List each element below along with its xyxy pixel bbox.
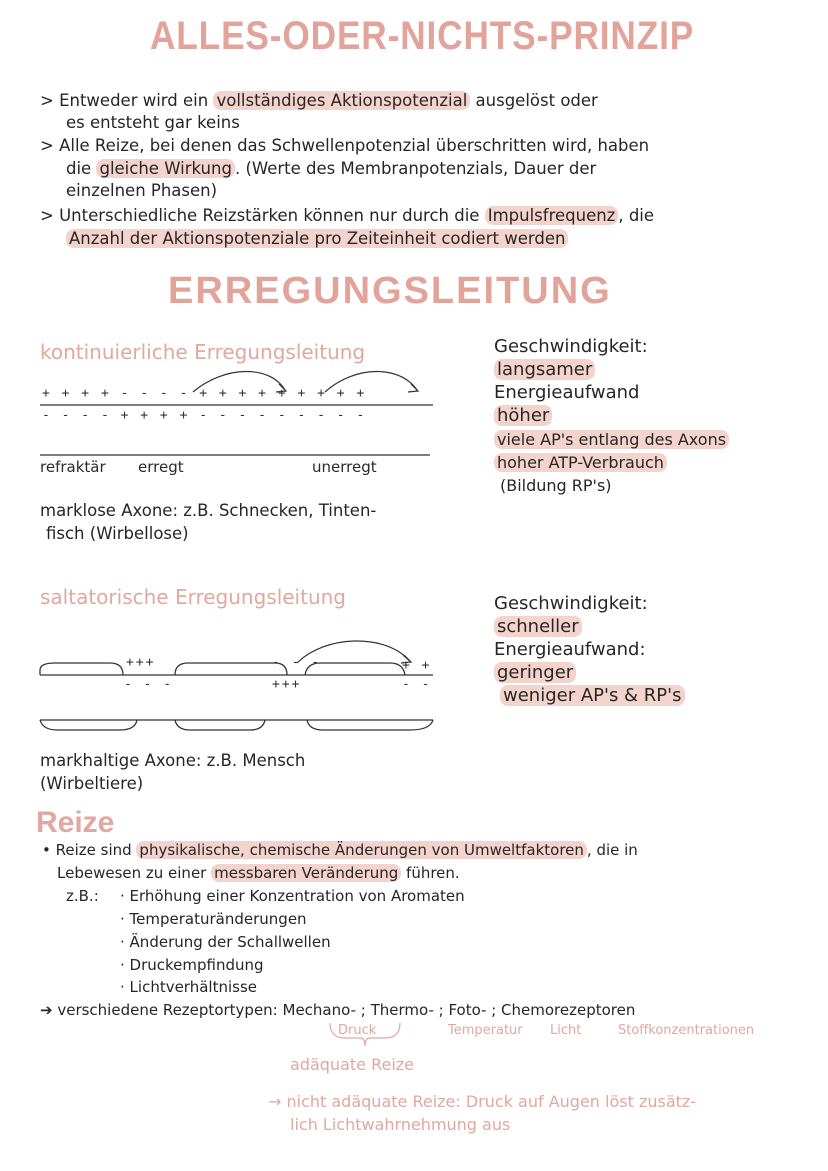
saltatory-title: saltatorische Erregungsleitung [40, 585, 347, 609]
example-item: · Druckempfindung [120, 956, 264, 974]
examples-label: z.B.: [66, 887, 99, 905]
receptor-licht: Licht [550, 1023, 582, 1038]
node-2-bottom: +++ [272, 677, 302, 692]
example-item: · Änderung der Schallwellen [120, 933, 331, 951]
stimuli-heading: Reize [36, 806, 115, 839]
node-2-top: - - - [272, 655, 322, 670]
saltatory-detail-1: weniger AP's & RP's [500, 684, 685, 707]
myelin-sheath [307, 720, 433, 730]
saltatory-note: markhaltige Axone: z.B. Mensch [40, 751, 306, 770]
inadequate-line-1: → nicht adäquate Reize: Druck auf Augen löst zusätz- [268, 1092, 697, 1111]
saltatory-energy-label: Energieaufwand: [494, 639, 646, 660]
example-item: · Erhöhung einer Konzentration von Aromaten [120, 887, 465, 905]
label-excited: erregt [138, 458, 184, 476]
continuous-energy-value: höher [494, 404, 552, 427]
bullet-1-line2: es entsteht gar keins [66, 113, 240, 132]
saltatory-note-2: (Wirbeltiere) [40, 774, 144, 793]
node-1-top: +++ [126, 655, 156, 670]
bullet-1: > Entweder wird ein vollständiges Aktionspotenzial ausgelöst oder [40, 91, 598, 110]
receptor-temperatur: Temperatur [448, 1023, 523, 1038]
adequate-stimuli: adäquate Reize [290, 1055, 414, 1074]
saltatory-energy-value: geringer [494, 661, 576, 684]
continuous-note: marklose Axone: z.B. Schnecken, Tinten- [40, 501, 377, 520]
brace-icon [325, 1020, 405, 1050]
continuous-speed-value: langsamer [494, 358, 595, 381]
example-item: · Temperaturänderungen [120, 910, 307, 928]
continuous-detail-3: (Bildung RP's) [500, 476, 612, 495]
saltatory-speed-value: schneller [494, 615, 582, 638]
bullet-marker: > [40, 91, 60, 110]
node-1-bottom: - - - [124, 677, 174, 692]
continuous-title: kontinuierliche Erregungsleitung [40, 340, 366, 364]
arrow-right-icon: ➔ [40, 1001, 58, 1019]
highlight: vollständiges Aktionspotenzial [213, 91, 470, 110]
continuous-detail-1: viele AP's entlang des Axons [494, 428, 729, 451]
bullet-3-line2 [66, 228, 568, 250]
page-title: ALLES-ODER-NICHTS-PRINZIP [150, 14, 695, 58]
myelin-sheath [175, 720, 265, 730]
node-3-top: + + [402, 658, 432, 673]
myelin-sheath [40, 663, 123, 675]
bullet-3: > Unterschiedliche Reizstärken können nur durch die Impulsfrequenz , die [40, 206, 655, 225]
continuous-energy-label: Energieaufwand [494, 382, 640, 403]
receptor-line: ➔ verschiedene Rezeptortypen: Mechano- ; Thermo- ; Foto- ; Chemorezeptoren [40, 1001, 636, 1019]
top-charge-row: + + + + - - - - + + + + + + + + + [42, 386, 367, 401]
continuous-detail-2: hoher ATP-Verbrauch [494, 451, 667, 474]
saltatory-speed-label: Geschwindigkeit: [494, 593, 648, 614]
stimuli-line-2: Lebewesen zu einer messbaren Veränderung führen. [57, 864, 460, 882]
node-3-bottom: - - [402, 677, 432, 692]
highlight: Impulsfrequenz [485, 206, 619, 225]
receptor-druck: Druck [338, 1023, 377, 1038]
section-title: ERREGUNGSLEITUNG [168, 270, 612, 312]
myelin-sheath [40, 720, 137, 730]
stimuli-line-1: • Reize sind physikalische, chemische Änderungen von Umweltfaktoren , die in [42, 841, 638, 859]
receptor-stoff: Stoffkonzentrationen [618, 1023, 755, 1038]
highlight: Anzahl der Aktionspotenziale pro Zeiteinheit codiert werden [66, 229, 568, 248]
myelin-sheath [175, 663, 287, 675]
continuous-speed-label: Geschwindigkeit: [494, 336, 648, 357]
highlight: physikalische, chemische Änderungen von Umweltfaktoren [136, 841, 586, 859]
inadequate-line-2: lich Lichtwahrnehmung aus [290, 1115, 511, 1134]
saltatory-diagram [35, 635, 440, 735]
bullet-2: > Alle Reize, bei denen das Schwellenpotenzial überschritten wird, haben [40, 136, 650, 155]
example-item: · Lichtverhältnisse [120, 978, 257, 996]
highlight: messbaren Veränderung [211, 864, 401, 882]
highlight: gleiche Wirkung [96, 159, 234, 178]
label-refractory: refraktär [40, 458, 106, 476]
label-unexcited: unerregt [312, 458, 377, 476]
continuous-note-2: fisch (Wirbellose) [46, 524, 189, 543]
bullet-2-line2: die gleiche Wirkung . (Werte des Membranpotenzials, Dauer der [66, 159, 597, 178]
bullet-2-line3: einzelnen Phasen) [66, 181, 218, 200]
bottom-charge-row: - - - - + + + + - - - - - - - - - [42, 408, 367, 423]
